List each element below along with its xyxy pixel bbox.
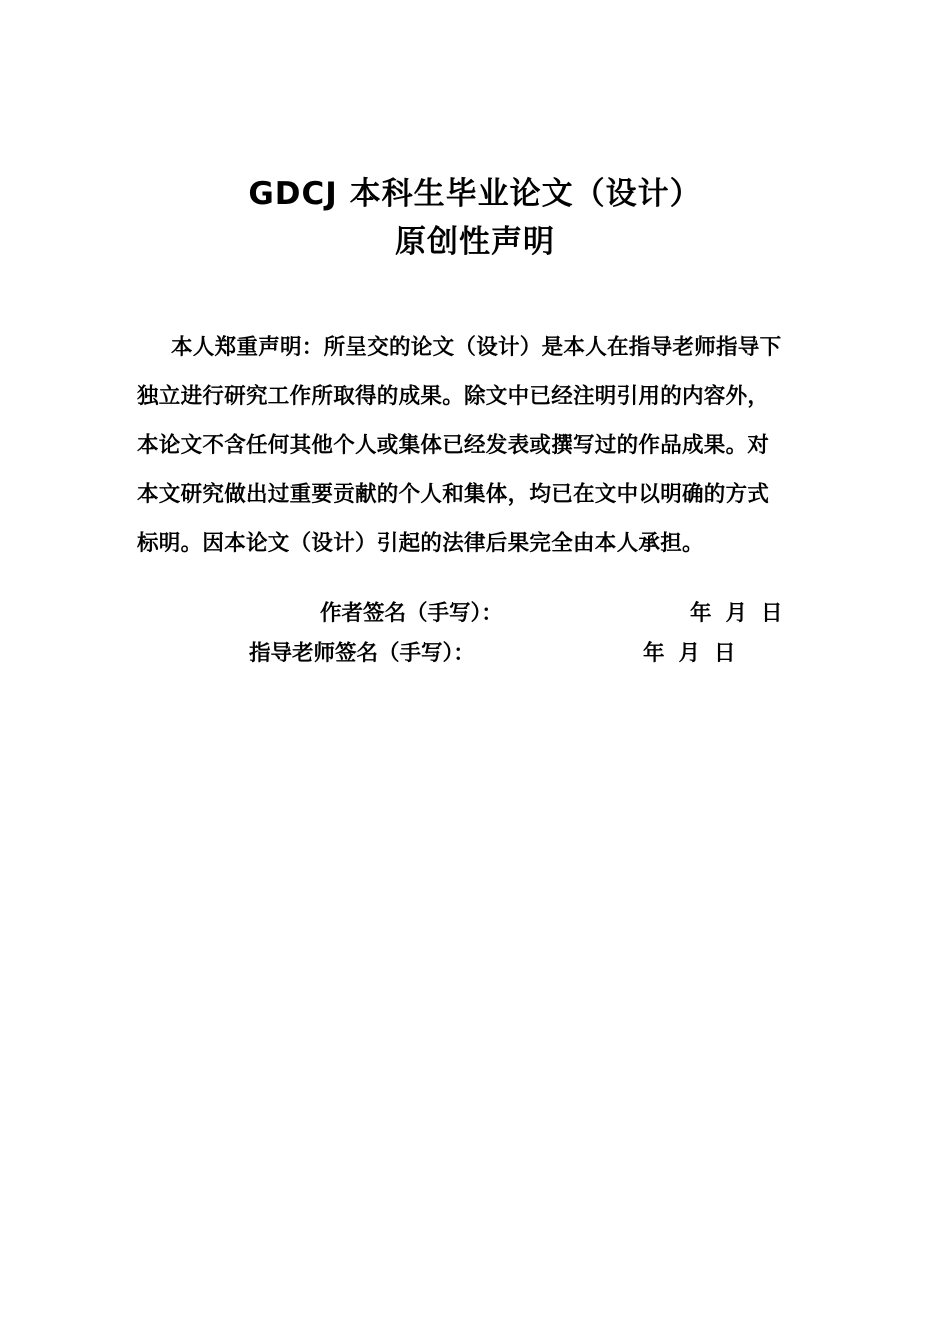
date-year: 年 (690, 601, 712, 626)
advisor-signature-date (643, 639, 736, 669)
author-signature-label: 作者签名（手写）： (320, 601, 503, 626)
declaration-line: 本论文不含任何其他个人或集体已经发表或撰写过的作品成果。对 (137, 433, 770, 458)
document-title-line-2: 原创性声明 (395, 224, 555, 260)
declaration-paragraph (137, 323, 847, 568)
document-title-line-1: GDCJ 本科生毕业论文（设计） (248, 176, 702, 212)
date-day: 日 (714, 641, 736, 666)
declaration-line: 标明。因本论文（设计）引起的法律后果完全由本人承担。 (137, 531, 704, 556)
date-day: 日 (761, 601, 783, 626)
advisor-signature-label: 指导老师签名（手写）： (249, 641, 475, 666)
date-year: 年 (643, 641, 665, 666)
date-month: 月 (678, 641, 701, 666)
declaration-line: 本文研究做出过重要贡献的个人和集体，均已在文中以明确的方式 (137, 482, 770, 507)
date-month: 月 (725, 601, 748, 626)
declaration-line: 独立进行研究工作所取得的成果。除文中已经注明引用的内容外， (137, 384, 770, 409)
author-signature-row (0, 599, 950, 629)
author-signature-date (690, 599, 783, 629)
advisor-signature-row (0, 639, 950, 669)
declaration-line: 本人郑重声明：所呈交的论文（设计）是本人在指导老师指导下 (171, 335, 782, 360)
